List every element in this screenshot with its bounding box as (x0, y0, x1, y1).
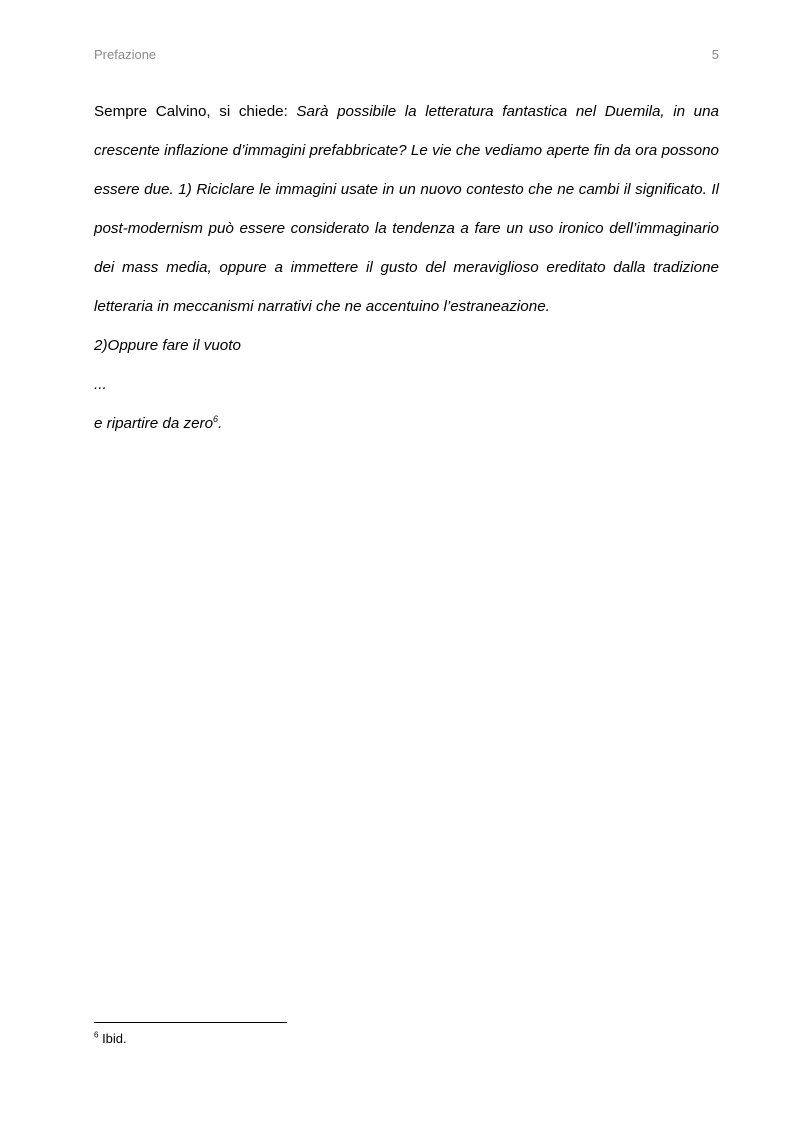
final-line-text: e ripartire da zero (94, 415, 214, 432)
footnote (94, 1031, 127, 1046)
ellipsis-line: ... (94, 376, 107, 393)
option-two-line: 2)Oppure fare il vuoto (94, 337, 241, 354)
calvino-quote: Sarà possibile la letteratura fantastica nel Duemila, in una crescente inflazione d’immagini prefabbricate? Le vie che vediamo aperte fin da ora possono essere due. 1) Riciclare le immagini usate in un nuovo contesto che ne cambi il significato. Il post-modernism può essere considerato la tendenza a fare un uso ironico dell’immaginario dei mass media, oppure a immettere il gusto del meraviglioso ereditato dalla tradizione letteraria in meccanismi narrativi che ne accentuino l’estraneazione. (94, 103, 720, 315)
page-number: 5 (711, 47, 719, 62)
footnote-text: Ibid. (98, 1031, 127, 1046)
calvino-paragraph (94, 92, 719, 326)
body-text (94, 92, 719, 443)
page-header (94, 47, 719, 67)
footnote-number: 6 (94, 1030, 99, 1040)
running-title: Prefazione (94, 47, 157, 62)
final-line (94, 404, 719, 443)
final-punctuation: . (218, 415, 223, 432)
footnote-separator (94, 1022, 287, 1023)
intro-text: Sempre Calvino, si chiede: (94, 103, 297, 120)
footnote-reference[interactable]: 6 (213, 413, 219, 424)
